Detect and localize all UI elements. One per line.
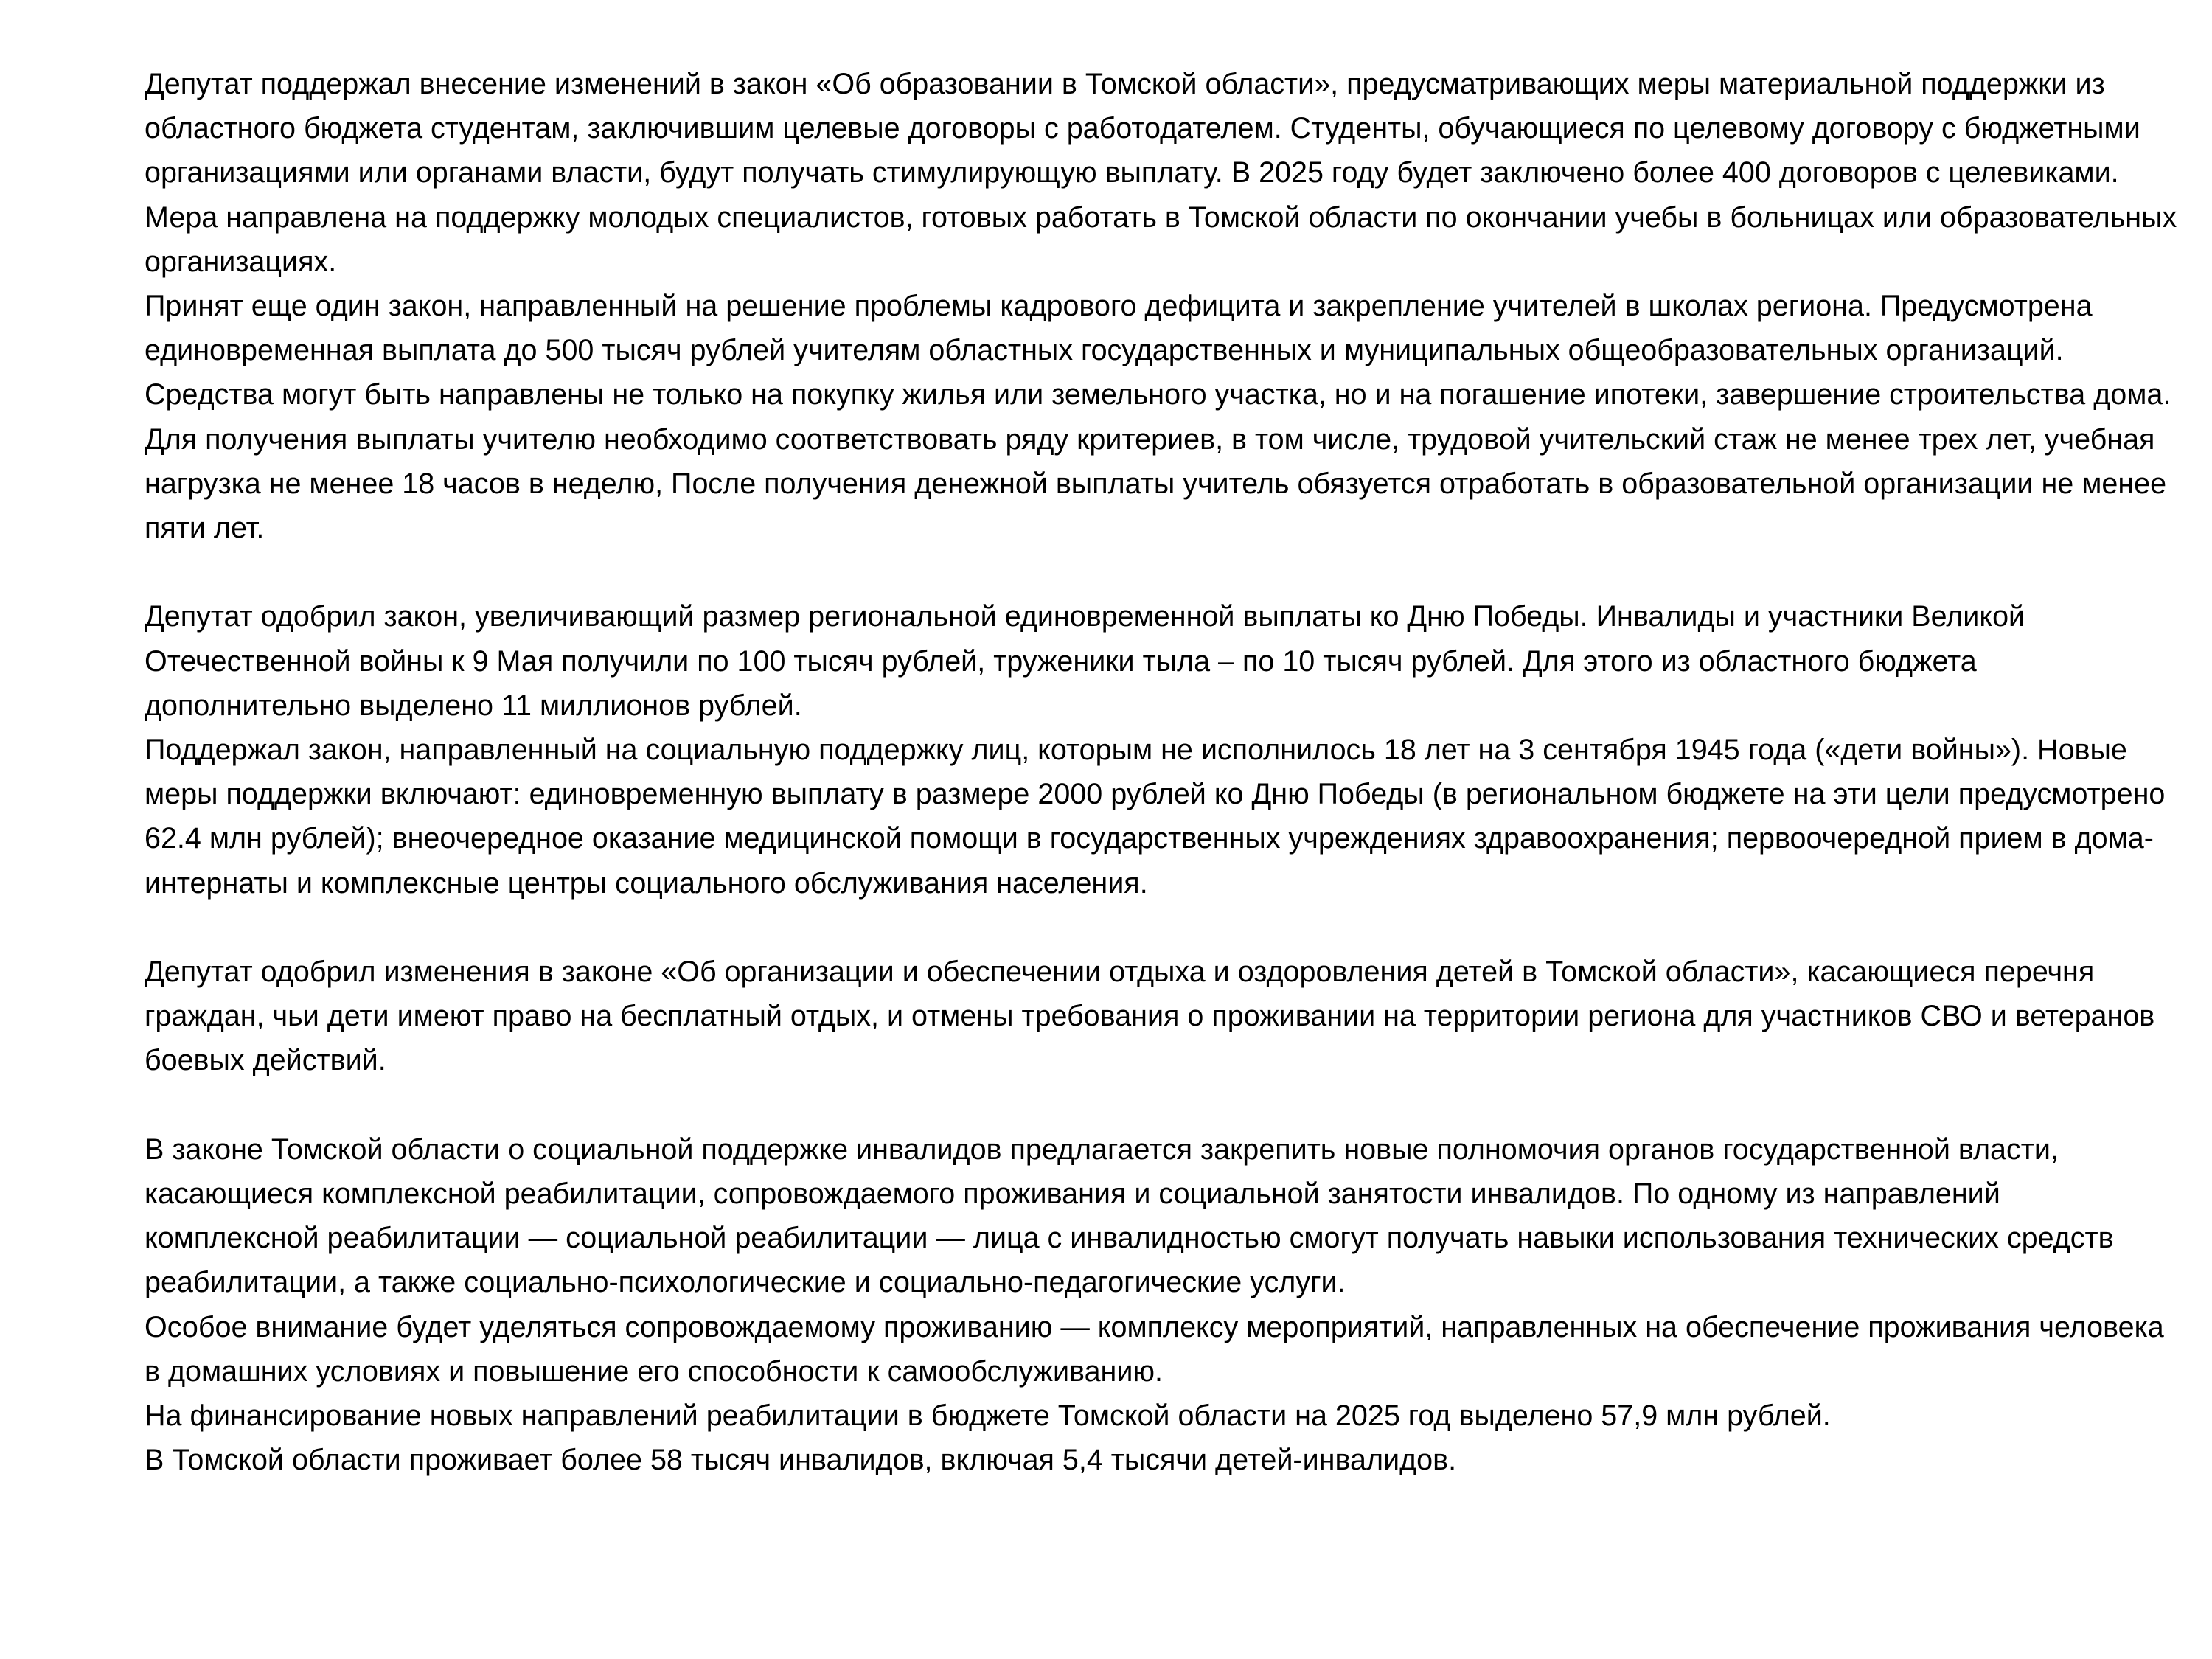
section-children-recreation [145, 950, 2180, 1083]
paragraph-children-recreation-law: Депутат одобрил изменения в законе «Об организации и обеспечении отдыха и оздоровления детей в Томской области», касающиеся перечня граждан, чьи дети имеют право на бесплатный отдых, и отмены требования о проживании на территории региона для участников СВО и ветеранов боевых действий. [145, 956, 2155, 1077]
section-victory-day [145, 594, 2180, 905]
section-disability-support [145, 1127, 2180, 1483]
paragraph-children-of-war: Поддержал закон, направленный на социальную поддержку лиц, которым не исполнилось 18 лет на 3 сентября 1945 года («дети войны»). Новые меры поддержки включают: единовременную выплату в размере 2000 рублей ко Дню Победы (в региональном бюджете на эти цели предусмотрено 62.4 млн рублей); внеочередное оказание медицинской помощи в государственных учреждениях здравоохранения; первоочередной прием в дома-интернаты и комплексные центры социального обслуживания населения. [145, 734, 2166, 900]
paragraph-rehabilitation-funding: На финансирование новых направлений реабилитации в бюджете Томской области на 2025 год выделено 57,9 млн рублей. [145, 1399, 1831, 1433]
paragraph-disabled-population: В Томской области проживает более 58 тысяч инвалидов, включая 5,4 тысячи детей-инвалидов. [145, 1444, 1457, 1477]
paragraph-victory-day-payment: Депутат одобрил закон, увеличивающий размер региональной единовременной выплаты ко Дню Победы. Инвалиды и участники Великой Отечественной войны к 9 Мая получили по 100 тысяч рублей, труженики тыла – по 10 тысяч рублей. Для этого из областного бюджета дополнительно выделено 11 миллионов рублей. [145, 600, 2025, 722]
paragraph-disability-law: В законе Томской области о социальной поддержке инвалидов предлагается закрепить новые полномочия органов государственной власти, касающиеся комплексной реабилитации, сопровождаемого проживания и социальной занятости инвалидов. По одному из направлений комплексной реабилитации — социальной реабилитации — лица с инвалидностью смогут получать навыки использования технических средств реабилитации, а также социально-психологические и социально-педагогические услуги. [145, 1133, 2114, 1299]
section-education [145, 62, 2180, 550]
document-page [145, 62, 2180, 1482]
paragraph-supported-living: Особое внимание будет уделяться сопровождаемому проживанию — комплексу мероприятий, направленных на обеспечение проживания человека в домашних условиях и повышение его способности к самообслуживанию. [145, 1310, 2164, 1388]
paragraph-teacher-payment: Принят еще один закон, направленный на решение проблемы кадрового дефицита и закрепление учителей в школах региона. Предусмотрена единовременная выплата до 500 тысяч рублей учителям областных государственных и муниципальных общеобразовательных организаций. Средства могут быть направлены не только на покупку жилья или земельного участка, но и на погашение ипотеки, завершение строительства дома. Для получения выплаты учителю необходимо соответствовать ряду критериев, в том числе, трудовой учительский стаж не менее трех лет, учебная нагрузка не менее 18 часов в неделю, После получения денежной выплаты учитель обязуется отработать в образовательной организации не менее пяти лет. [145, 290, 2171, 545]
paragraph-targeted-students: Депутат поддержал внесение изменений в закон «Об образовании в Томской области», предусматривающих меры материальной поддержки из областного бюджета студентам, заключившим целевые договоры с работодателем. Студенты, обучающиеся по целевому договору с бюджетными организациями или органами власти, будут получать стимулирующую выплату. В 2025 году будет заключено более 400 договоров с целевиками. Мера направлена на поддержку молодых специалистов, готовых работать в Томской области по окончании учебы в больницах или образовательных организациях. [145, 68, 2177, 278]
